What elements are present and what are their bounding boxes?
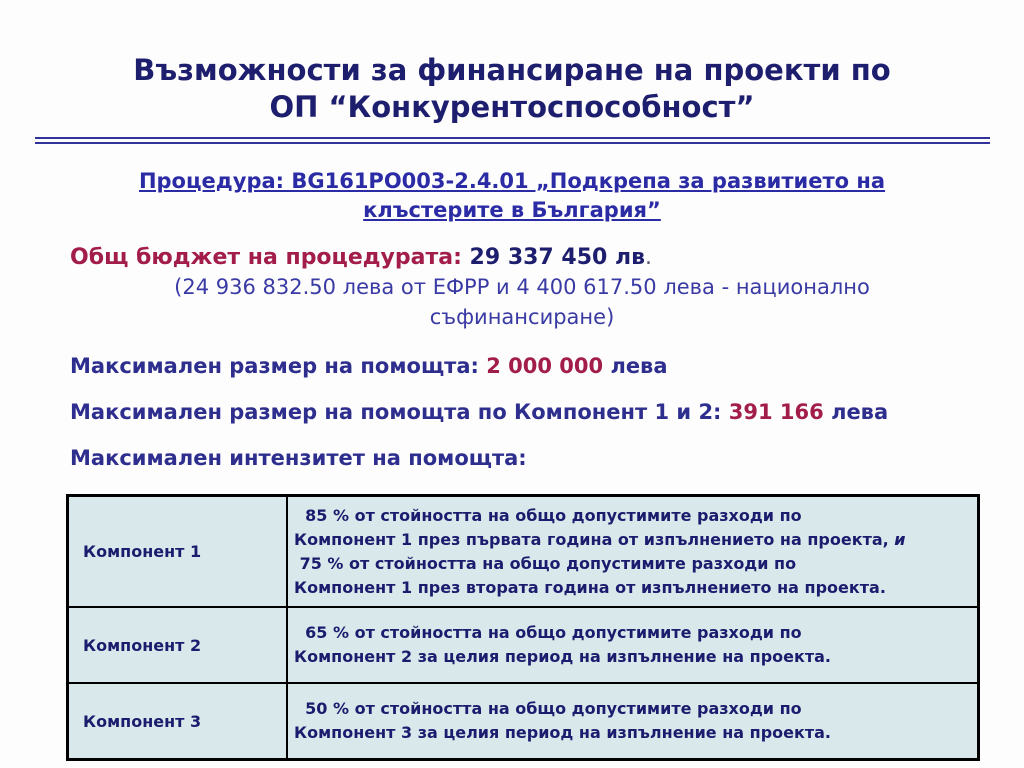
component-3-cell (68, 683, 288, 760)
max-aid-components-value: 391 166 (728, 400, 824, 424)
max-aid-components-unit: лева (831, 400, 889, 424)
max-aid-line (70, 354, 974, 378)
component-1-cell (68, 496, 288, 608)
component-2-line-1: 65 % от стойността на общо допустимите разходи по (294, 623, 802, 642)
max-aid-unit: лева (610, 354, 668, 378)
component-3-line-2: Компонент 3 за целия период на изпълнение на проекта. (294, 723, 832, 742)
component-1-label: Компонент 1 (83, 542, 202, 561)
max-aid-value: 2 000 000 (486, 354, 604, 378)
component-2-line-2: Компонент 2 за целия период на изпълнение на проекта. (294, 647, 832, 666)
budget-breakdown-line-2: съфинансиране) (429, 305, 615, 329)
max-aid-components-label: Максимален размер на помощта по Компонент 1 и 2: (70, 400, 722, 424)
component-3-intensity-cell (287, 683, 979, 760)
slide-body (70, 245, 974, 470)
component-2-intensity-cell (287, 607, 979, 683)
max-aid-components-line (70, 400, 974, 424)
max-intensity-label: Максимален интензитет на помощта: (70, 446, 527, 470)
max-aid-label: Максимален размер на помощта: (70, 354, 479, 378)
procedure-heading-line-1: Процедура: BG161PO003-2.4.01 „Подкрепа за развитието на (138, 169, 886, 193)
slide-title (0, 52, 1024, 126)
budget-breakdown-line-1: (24 936 832.50 лева от ЕФРР и 4 400 617.50 лева - национално (174, 275, 870, 299)
component-1-line-1: 85 % от стойността на общо допустимите разходи по (294, 505, 802, 525)
component-1-line-2: Компонент 1 през първата година от изпълнението на проекта, и (294, 529, 906, 549)
total-budget-label: Общ бюджет на процедурата: (70, 245, 462, 270)
table-row-component-2 (68, 607, 979, 683)
component-1-intensity-cell (287, 496, 979, 608)
component-2-label: Компонент 2 (83, 635, 202, 655)
slide-title-line-1: Възможности за финансиране на проекти по (133, 53, 891, 87)
table-row-component-1 (68, 496, 979, 608)
component-3-label: Компонент 3 (83, 711, 202, 731)
slide-title-line-2: ОП “Конкурентоспособност” (269, 90, 755, 124)
total-budget-value: 29 337 450 лв (469, 245, 646, 270)
component-3-line-1: 50 % от стойността на общо допустимите разходи по (294, 699, 802, 718)
component-2-cell (68, 607, 288, 683)
table-row-component-3 (68, 683, 979, 760)
total-budget-line (70, 245, 974, 270)
max-intensity-line (70, 446, 974, 470)
intensity-table (66, 494, 980, 761)
procedure-heading-line-2: клъстерите в България” (363, 198, 661, 222)
procedure-heading (0, 167, 1024, 225)
budget-breakdown (70, 272, 974, 332)
component-1-line-4: Компонент 1 през втората година от изпълнението на проекта. (294, 577, 886, 597)
title-divider (35, 137, 990, 144)
component-1-line-2-italic: и (894, 529, 906, 549)
total-budget-period: . (645, 245, 653, 270)
component-1-line-3: 75 % от стойността на общо допустимите разходи по (294, 553, 797, 573)
